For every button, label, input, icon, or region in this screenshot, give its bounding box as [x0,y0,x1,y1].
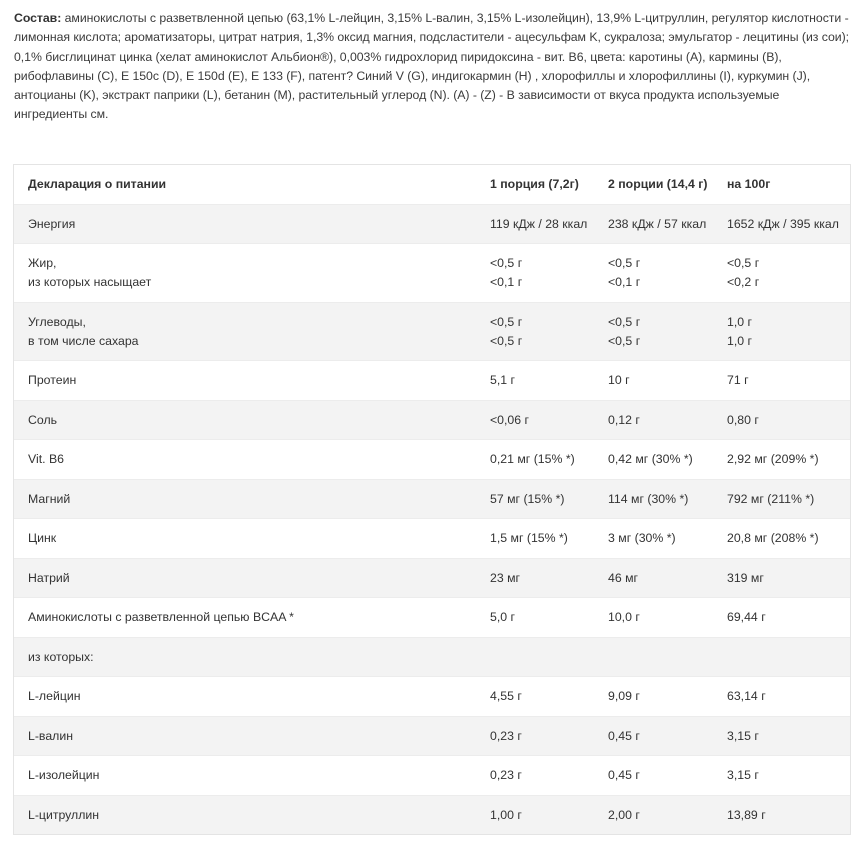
cell-nutrient: L-валин [28,728,74,743]
cell-per-100g: 71 г [727,373,749,388]
table-row [14,479,850,519]
table-row [14,400,850,440]
cell-per-100g: 63,14 г [727,689,766,704]
cell-nutrient: из которых: [28,649,94,664]
table-header-row [14,165,850,204]
cell-per-portion: 0,21 мг (15% *) [490,452,575,467]
cell-nutrient: L-цитруллин [28,807,100,822]
cell-nutrient: Цинк [28,531,57,546]
cell-per-two-portions: 0,42 мг (30% *) [608,452,693,467]
cell-per-100g: 1,0 г [727,333,752,348]
cell-nutrient: L-изолейцин [28,768,100,783]
cell-per-two-portions: 238 кДж / 57 ккал [608,216,707,231]
cell-nutrient: Протеин [28,373,77,388]
cell-per-100g: 3,15 г [727,768,759,783]
cell-per-two-portions: 46 мг [608,570,639,585]
cell-per-portion: 1,5 мг (15% *) [490,531,568,546]
cell-per-two-portions: 0,45 г [608,768,640,783]
cell-per-portion: <0,5 г [490,314,523,329]
table-row [14,360,850,400]
table-row [14,597,850,637]
cell-per-100g: 792 мг (211% *) [727,491,815,506]
cell-nutrient: Жир, [28,256,57,270]
cell-per-two-portions: 2,00 г [608,807,640,822]
cell-per-two-portions: <0,5 г [608,256,641,270]
cell-per-two-portions: 0,12 г [608,412,640,427]
column-header-nutrient: Декларация о питании [28,177,167,191]
cell-per-portion: 4,55 г [490,689,522,704]
cell-per-portion: 119 кДж / 28 ккал [490,216,588,231]
table-row [14,243,850,302]
cell-per-100g: 0,80 г [727,412,759,427]
cell-per-two-portions: 10,0 г [608,610,640,625]
cell-per-two-portions: 0,45 г [608,728,640,743]
cell-per-portion: <0,1 г [490,275,523,289]
column-header-per-100g: на 100г [727,177,771,191]
cell-per-portion: 23 мг [490,570,521,585]
cell-nutrient: L-лейцин [28,689,81,704]
composition-body: аминокислоты с разветвленной цепью (63,1% L-лейцин, 3,15% L-валин, 3,15% L-изолейцин), 13,9% L-цитруллин, регулятор кислотности - лимонная кислота; ароматизаторы, цитрат натрия, 1,3% оксид магния, подсластители - ацесульфам K, сукралоза; эмульгатор - лецитины (из сои); 0,1% бисглицинат цинка (хелат аминокислот Альбион®), 0,003% гидрохлорид пиридоксина - вит. B6, цвета: каротины (A), кармины (B), рибофлавины (C), E 150c (D), E 150d (E), E 133 (F), патент? Синий V (G), индигокармин (H) , хлорофиллы и хлорофиллины (I), куркумин (J), антоцианы (K), экстракт паприки (L), бетанин (M), растительный углерод (N). (A) - (Z) - В зависимости от вкуса продукта используемые ингредиенты см. [14,11,850,122]
cell-per-100g: 1652 кДж / 395 ккал [727,216,839,231]
cell-per-two-portions: 10 г [608,373,630,388]
cell-nutrient: Аминокислоты с разветвленной цепью BCAA * [28,610,294,625]
cell-per-portion: 1,00 г [490,807,522,822]
cell-per-100g: <0,5 г [727,256,760,270]
cell-per-100g: 69,44 г [727,610,766,625]
column-header-per-two-portions: 2 порции (14,4 г) [608,177,708,191]
cell-per-portion: 5,0 г [490,610,515,625]
column-header-per-portion: 1 порция (7,2г) [490,177,579,191]
cell-per-100g: 319 мг [727,570,764,585]
cell-per-100g: 3,15 г [727,728,759,743]
cell-per-100g: 2,92 мг (209% *) [727,452,819,467]
table-row [14,716,850,756]
cell-per-100g: <0,2 г [727,275,760,289]
nutrition-table [13,164,851,835]
cell-per-portion: <0,06 г [490,412,530,427]
cell-nutrient: Магний [28,491,71,506]
table-row [14,795,850,835]
cell-per-two-portions: 114 мг (30% *) [608,491,689,506]
cell-nutrient: из которых насыщает [28,275,152,289]
table-row [14,439,850,479]
cell-nutrient: в том числе сахара [28,333,139,348]
cell-per-portion: <0,5 г [490,256,523,270]
cell-per-two-portions: 9,09 г [608,689,640,704]
cell-per-100g: 1,0 г [727,314,752,329]
cell-per-portion: 0,23 г [490,728,522,743]
composition-label: Состав: [14,11,62,25]
cell-nutrient: Vit. B6 [28,452,65,467]
cell-nutrient: Энергия [28,216,76,231]
table-row [14,518,850,558]
cell-nutrient: Соль [28,412,58,427]
cell-nutrient: Натрий [28,570,70,585]
cell-per-portion: <0,5 г [490,333,523,348]
table-row [14,676,850,716]
table-row [14,558,850,598]
cell-per-portion: 57 мг (15% *) [490,491,565,506]
table-row [14,204,850,244]
cell-per-two-portions: <0,5 г [608,314,641,329]
cell-nutrient: Углеводы, [28,314,86,329]
cell-per-100g: 20,8 мг (208% *) [727,531,819,546]
cell-per-portion: 5,1 г [490,373,515,388]
table-row [14,755,850,795]
composition-text [14,9,852,125]
cell-per-two-portions: 3 мг (30% *) [608,531,676,546]
cell-per-portion: 0,23 г [490,768,522,783]
cell-per-100g: 13,89 г [727,807,766,822]
cell-per-two-portions: <0,1 г [608,275,641,289]
table-row [14,637,850,677]
table-row [14,302,850,361]
cell-per-two-portions: <0,5 г [608,333,641,348]
